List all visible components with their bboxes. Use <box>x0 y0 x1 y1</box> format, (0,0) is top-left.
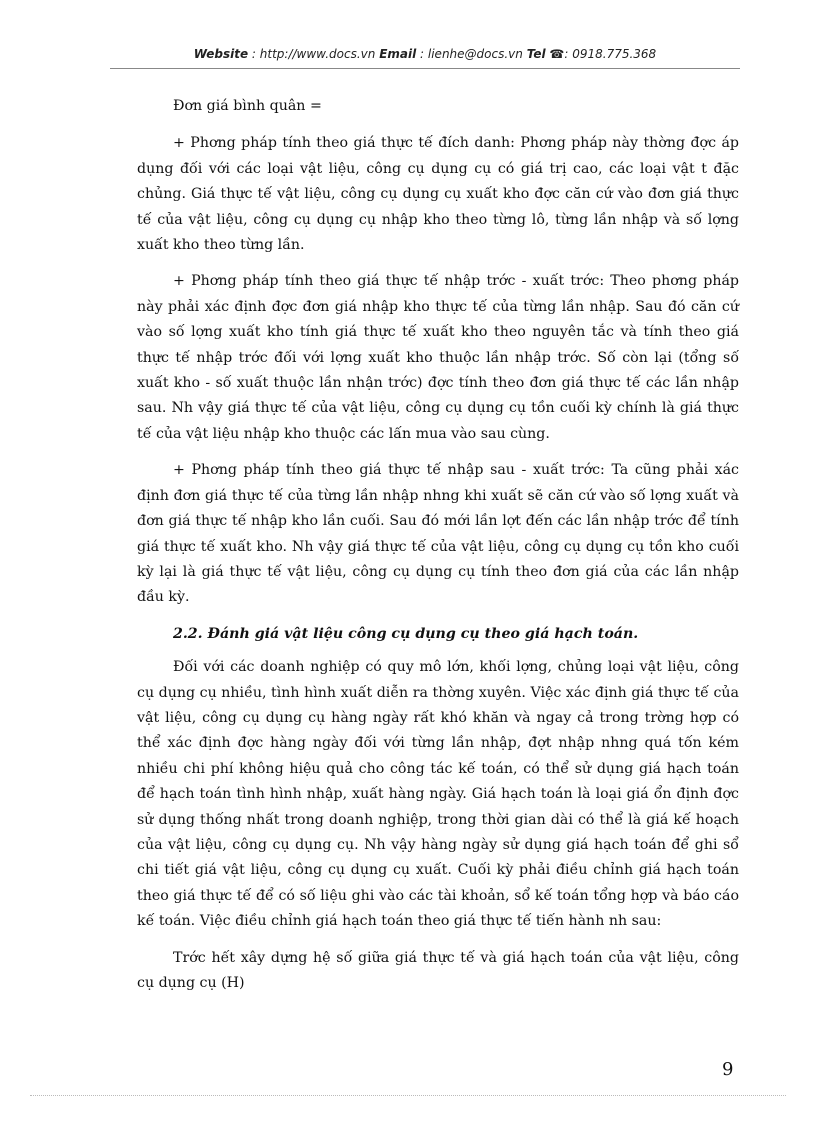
website-label: Website <box>193 47 249 61</box>
paragraph-lifo: + Phơng pháp tính theo giá thực tế nhập sau - xuất trớc: Ta cũng phải xác định đơn giá thực tế của từng lần nhập nhng khi xuất sẽ căn cứ vào số lợng xuất và đơn giá thực tế nhập kho lần cuối. Sau đó mới lần lợt đến các lần nhập trớc để tính giá thực tế xuất kho. Nh vậy giá thực tế của vật liệu, công cụ dụng cụ tồn kho cuối kỳ lại là giá thực tế vật liệu, công cụ dụng cụ tính theo đơn giá của các lần nhập đầu kỳ. <box>137 462 739 606</box>
page-header <box>110 47 740 61</box>
section-heading: 2.2. Đánh giá vật liệu công cụ dụng cụ theo giá hạch toán. <box>173 625 639 642</box>
paragraph-specific-identification: + Phơng pháp tính theo giá thực tế đích danh: Phơng pháp này thờng đợc áp dụng đối với các loại vật liệu, công cụ dụng cụ có giá trị cao, các loại vật t đặc chủng. Giá thực tế vật liệu, công cụ dụng cụ xuất kho đợc căn cứ vào đơn giá thực tế của vật liệu, công cụ dụng cụ nhập kho theo từng lô, từng lần nhập và số lợng xuất kho theo từng lần. <box>137 135 739 254</box>
header-divider <box>110 68 740 69</box>
website-value: : http://www.docs.vn <box>248 47 380 61</box>
document-body <box>137 94 739 1007</box>
phone-icon: ☎ <box>549 47 565 61</box>
tel-label: Tel <box>526 47 546 61</box>
email-value: : lienhe@docs.vn <box>416 47 527 61</box>
paragraph-fifo: + Phơng pháp tính theo giá thực tế nhập trớc - xuất trớc: Theo phơng pháp này phải xác định đợc đơn giá nhập kho thực tế của từng lần nhập. Sau đó căn cứ vào số lợng xuất kho tính giá thực tế xuất kho theo nguyên tắc và tính theo giá thực tế nhập trớc đối với lợng xuất kho thuộc lần nhập trớc. Số còn lại (tổng số xuất kho - số xuất thuộc lần nhận trớc) đợc tính theo đơn giá thực tế các lần nhập sau. Nh vậy giá thực tế của vật liệu, công cụ dụng cụ tồn cuối kỳ chính là giá thực tế của vật liệu nhập kho thuộc các lấn mua vào sau cùng. <box>137 273 739 442</box>
paragraph-accounting-price: Đối với các doanh nghiệp có quy mô lớn, khối lợng, chủng loại vật liệu, công cụ dụng cụ nhiều, tình hình xuất diễn ra thờng xuyên. Việc xác định giá thực tế của vật liệu, công cụ dụng cụ hàng ngày rất khó khăn và ngay cả trong trờng hợp có thể xác định đợc hàng ngày đối với từng lần nhập, đợt nhập nhng quá tốn kém nhiều chi phí không hiệu quả cho công tác kế toán, có thể sử dụng giá hạch toán để hạch toán tình hình nhập, xuất hàng ngày. Giá hạch toán là loại giá ổn định đợc sử dụng thống nhất trong doanh nghiệp, trong thời gian dài có thể là giá kế hoạch của vật liệu, công cụ dụng cụ. Nh vậy hàng ngày sử dụng giá hạch toán để ghi sổ chi tiết giá vật liệu, công cụ dụng cụ xuất. Cuối kỳ phải điều chỉnh giá hạch toán theo giá thực tế để có số liệu ghi vào các tài khoản, sổ kế toán tổng hợp và báo cáo kế toán. Việc điều chỉnh giá hạch toán theo giá thực tế tiến hành nh sau: <box>137 659 739 930</box>
email-label: Email <box>379 47 417 61</box>
tel-value: : 0918.775.368 <box>564 47 657 61</box>
footer-divider <box>30 1095 786 1096</box>
paragraph-average-price: Đơn giá bình quân = <box>173 98 322 114</box>
page-number: 9 <box>722 1059 734 1080</box>
paragraph-coefficient: Trớc hết xây dựng hệ số giữa giá thực tế và giá hạch toán của vật liệu, công cụ dụng cụ (H) <box>137 949 739 991</box>
